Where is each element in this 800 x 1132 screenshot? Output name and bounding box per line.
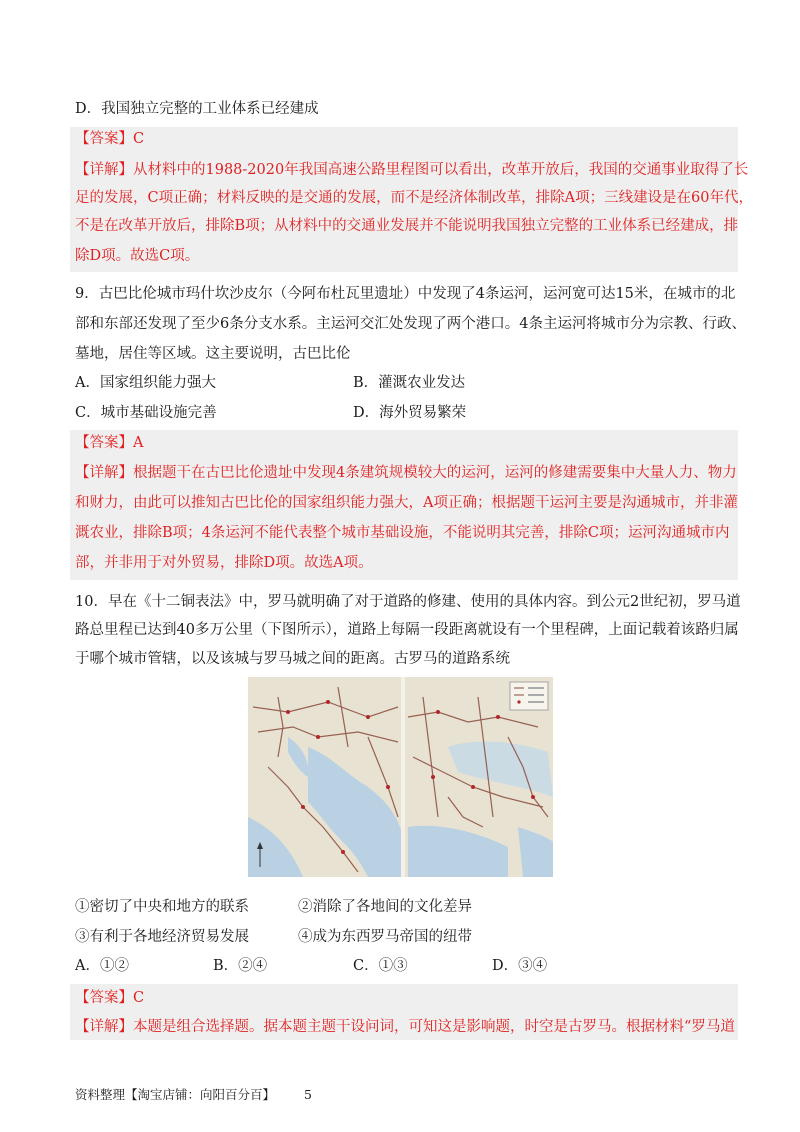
q10-stem-line: 路总里程已达到40多万公里（下图所示），道路上每隔一段距离就设有一个里程碑，上面记载着该路归属 bbox=[75, 622, 739, 638]
q8-answer: 【答案】C bbox=[75, 131, 145, 147]
q9-option-a: A．国家组织能力强大 bbox=[75, 375, 216, 391]
q9-stem-line: 部和东部还发现了至少6条分支水系。主运河交汇处发现了两个港口。4条主运河将城市分为宗教、行政、 bbox=[75, 316, 746, 332]
q10-stem-line: 于哪个城市管辖，以及该城与罗马城之间的距离。古罗马的道路系统 bbox=[75, 651, 510, 667]
q10-option-c: C．①③ bbox=[353, 958, 408, 974]
q8-detail-line: 【详解】从材料中的1988-2020年我国高速公路里程图可以看出，改革开放后，我国的交通事业取得了长 bbox=[75, 162, 749, 178]
q9-detail-line: 和财力，由此可以推知古巴比伦的国家组织能力强大，A项正确；根据题干运河主要是沟通城市，并非灌 bbox=[75, 495, 738, 511]
roman-road-map-drawing bbox=[248, 677, 553, 877]
q8-detail-line: 足的发展，C项正确；材料反映的是交通的发展，而不是经济体制改革，排除A项；三线建设是在60年代， bbox=[75, 190, 754, 206]
footer-source: 资料整理【淘宝店铺：向阳百分百】 bbox=[75, 1087, 276, 1102]
q10-statement-1: ①密切了中央和地方的联系 bbox=[75, 899, 249, 915]
q9-option-c: C．城市基础设施完善 bbox=[75, 405, 217, 421]
q10-option-b: B．②④ bbox=[213, 958, 268, 974]
q8-answer-box bbox=[70, 127, 754, 272]
q10-answer: 【答案】C bbox=[75, 990, 145, 1006]
q9-option-d: D．海外贸易繁荣 bbox=[353, 405, 467, 421]
q10-detail-line: 【详解】本题是组合选择题。据本题主题干设问词，可知这是影响题，时空是古罗马。根据材料“罗马道 bbox=[75, 1019, 735, 1035]
page-number: 5 bbox=[304, 1087, 312, 1102]
q9-stem-line: 墓地，居住等区域。这主要说明，古巴比伦 bbox=[75, 346, 351, 362]
q8-detail-line: 不是在改革开放后，排除B项；从材料中的交通业发展并不能说明我国独立完整的工业体系已经建成，排 bbox=[75, 218, 739, 234]
q8-detail-line: 除D项。故选C项。 bbox=[75, 248, 200, 264]
q9-answer: 【答案】A bbox=[75, 435, 144, 451]
q10-answer-box bbox=[70, 984, 738, 1040]
q10-option-d: D．③④ bbox=[492, 958, 548, 974]
q10-stem-line: 10．早在《十二铜表法》中，罗马就明确了对于道路的修建、使用的具体内容。到公元2世纪初，罗马道 bbox=[75, 594, 741, 610]
q10-option-a: A．①② bbox=[75, 958, 129, 974]
q9-option-b: B．灌溉农业发达 bbox=[353, 375, 466, 391]
q10-statement-4: ④成为东西罗马帝国的纽带 bbox=[298, 929, 472, 945]
q10-statement-3: ③有利于各地经济贸易发展 bbox=[75, 929, 249, 945]
q9-detail-line: 部，并非用于对外贸易，排除D项。故选A项。 bbox=[75, 555, 373, 571]
q9-detail-line: 【详解】根据题干在古巴比伦遗址中发现4条建筑规模较大的运河，运河的修建需要集中大量人力、物力 bbox=[75, 465, 737, 481]
q9-detail-line: 溉农业，排除B项；4条运河不能代表整个城市基础设施，不能说明其完善，排除C项；运河沟通城市内 bbox=[75, 525, 730, 541]
q10-statement-2: ②消除了各地间的文化差异 bbox=[298, 899, 472, 915]
q9-answer-box bbox=[70, 430, 738, 580]
roman-road-map bbox=[248, 677, 553, 877]
q8-option-d: D．我国独立完整的工业体系已经建成 bbox=[75, 101, 319, 117]
q9-stem-line: 9．古巴比伦城市玛什坎沙皮尔（今阿布杜瓦里遗址）中发现了4条运河，运河宽可达15米，在城市的北 bbox=[75, 286, 736, 302]
